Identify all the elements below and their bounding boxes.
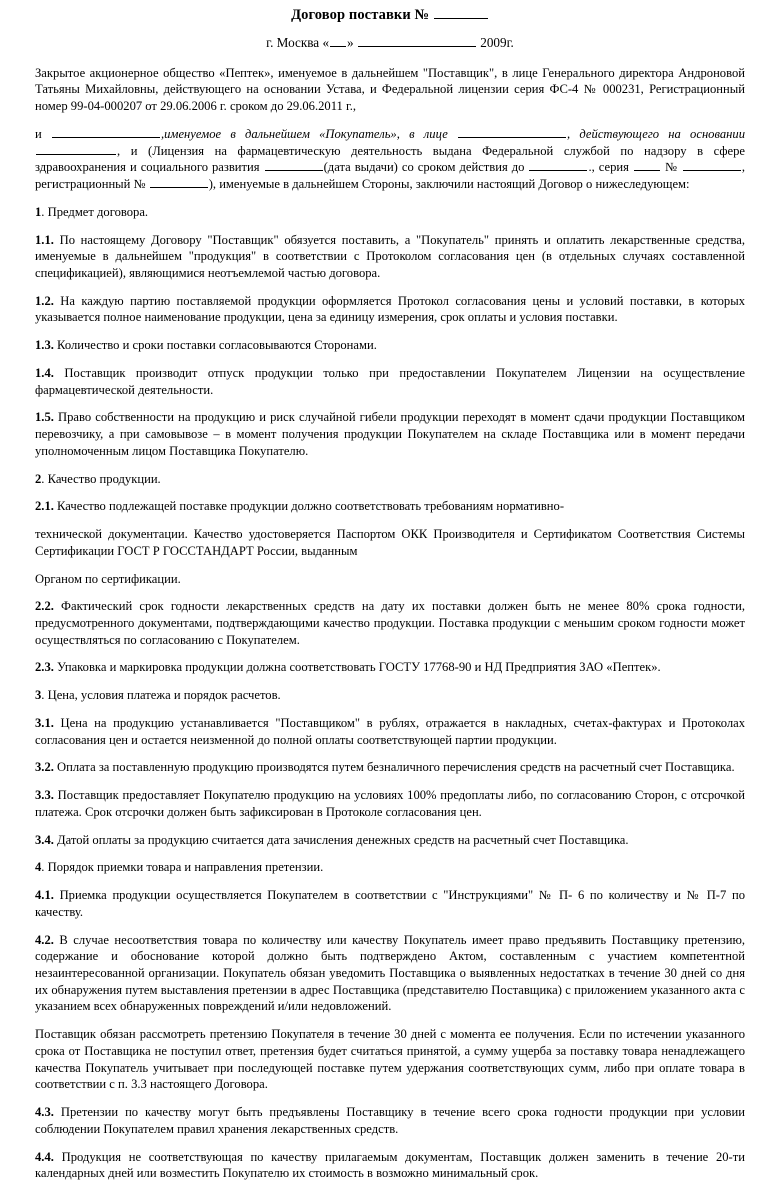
document-subtitle [35, 35, 745, 52]
clause-4-4 [35, 1149, 745, 1182]
section-4-title: . Порядок приемки товара и направления претензии. [41, 860, 324, 875]
clause-2-1 [35, 498, 745, 515]
license-series-blank[interactable] [634, 160, 660, 171]
license-valid-blank[interactable] [529, 160, 587, 171]
clause-2-1-number: 2.1. [35, 499, 54, 514]
clause-2-2-text: Фактический срок годности лекарственных средств на дату их поставки должен быть не менее 80% срока годности, предусмотренного документами, подтверждающими качество продукции. Поставка продукции с меньшим сроком годности может осуществляться по согласованию с Покупателем. [35, 599, 745, 647]
registration-number-blank[interactable] [150, 177, 208, 188]
clause-1-4-number: 1.4. [35, 365, 54, 380]
clause-3-1-number: 3.1. [35, 715, 54, 730]
section-heading-4 [35, 859, 745, 876]
day-blank-field[interactable] [330, 35, 346, 47]
clause-1-1-number: 1.1. [35, 232, 54, 247]
preamble-2-part-i: регистрационный № [35, 177, 146, 192]
preamble-paragraph-1: Закрытое акционерное общество «Пептек», именуемое в дальнейшем "Поставщик", в лице Генерального директора Андроновой Татьяны Михайловны, действующего на основании Устава, и Федеральной лицензии серия ФС-4 № 000231, Регистрационный номер 99-04-000207 от 29.06.2006 г. сроком до 29.06.2011 г., [35, 65, 745, 114]
section-1-title: . Предмет договора. [41, 204, 149, 219]
section-heading-3 [35, 687, 745, 704]
clause-3-4-text: Датой оплаты за продукцию считается дата зачисления денежных средств на расчетный счет Поставщика. [57, 832, 629, 847]
preamble-2-part-d: , и (Лицензия на фармацевтическую деятельность выдана Федеральной службой по надзору в сфере здравоохранения и социального развития [35, 143, 745, 175]
section-3-title: . Цена, условия платежа и порядок расчетов. [41, 688, 281, 703]
preamble-2-part-b: ,именуемое в дальнейшем «Покупатель», в лице [160, 126, 448, 141]
title-blank-field[interactable] [434, 6, 488, 19]
clause-1-1-text: По настоящему Договору "Поставщик" обязуется поставить, а "Покупатель" принять и оплатить лекарственные средства, именуемые в дальнейшем "продукция" в соответствии с Протоколом согласования цен (в отдельных случаях составленной спецификацией), являющимися неотъемлемой частью договора. [35, 232, 745, 280]
license-number-blank[interactable] [683, 160, 741, 171]
clause-2-3 [35, 659, 745, 676]
clause-3-4 [35, 832, 745, 849]
clause-1-1 [35, 232, 745, 282]
subtitle-city-label: г. Москва « [266, 35, 330, 51]
clause-4-2-text: В случае несоответствия товара по количеству или качеству Покупатель имеет право предъявить Поставщику претензию, содержание и обоснование которой должно быть подтверждено Актом, составленным с участием компетентной незаинтересованной организации. Покупатель обязан уведомить Поставщика о выявленных недостатках в течение 30 дней со дня их обнаружения путем выставления претензии в адрес Поставщика (представителю Поставщика) с приложением указанного акта с указанием всех обнаруженных повреждений и/или недовложений. [35, 932, 746, 1014]
preamble-2-part-a: и [35, 126, 42, 141]
clause-2-3-text: Упаковка и маркировка продукции должна соответствовать ГОСТУ 17768-90 и НД Предприятия ЗАО «Пептек». [57, 660, 661, 675]
buyer-name-blank[interactable] [52, 127, 160, 138]
subtitle-quote-close: » [347, 35, 354, 51]
month-blank-field[interactable] [358, 35, 476, 47]
preamble-2-part-f: ., серия [588, 160, 629, 175]
clause-3-2-number: 3.2. [35, 760, 54, 775]
clause-2-1-continued: технической документации. Качество удостоверяется Паспортом ОКК Производителя и Сертификатом Соответствия Системы Сертификации ГОСТ Р ГОССТАНДАРТ России, выданным [35, 527, 745, 558]
section-heading-2 [35, 471, 745, 488]
clause-3-1 [35, 715, 745, 748]
section-heading-1 [35, 204, 745, 221]
preamble-2-part-h: , [741, 160, 746, 175]
clause-1-4 [35, 365, 745, 398]
clause-2-1-continued-2: Органом по сертификации. [35, 571, 181, 586]
document-title [35, 6, 745, 24]
clause-2-1-text: Качество подлежащей поставке продукции должно соответствовать требованиям нормативно- [57, 499, 565, 514]
clause-3-1-text: Цена на продукцию устанавливается "Поставщиком" в рублях, отражается в накладных, счетах-фактурах и Протоколах согласования цен и остается неизменной до полной оплаты соответствующей партии продукции. [35, 715, 745, 747]
clause-1-2 [35, 293, 745, 326]
clause-2-3-number: 2.3. [35, 660, 54, 675]
section-4-number: 4 [35, 860, 42, 875]
clause-4-3-number: 4.3. [35, 1105, 54, 1120]
clause-1-5-text: Право собственности на продукцию и риск случайной гибели продукции переходят в момент сдачи продукции Поставщиком перевозчику, а при самовывозе – в момент получения продукции Покупателем на складе Поставщика или в момент передачи уполномоченным лицом Поставщика Покупателю. [35, 410, 746, 458]
clause-4-1 [35, 887, 745, 920]
clause-2-2-number: 2.2. [35, 599, 54, 614]
section-1-number: 1 [35, 204, 42, 219]
clause-3-3-text: Поставщик предоставляет Покупателю продукцию на условиях 100% предоплаты либо, по согласованию Сторон, с отсрочкой платежа. Срок отсрочки должен быть зафиксирован в Протоколе согласования цен. [35, 788, 745, 819]
preamble-2-part-c: , действующего на основании [567, 126, 746, 141]
clause-4-2-number: 4.2. [35, 932, 54, 947]
preamble-2-part-e: (дата выдачи) со сроком действия до [323, 160, 525, 175]
clause-3-3 [35, 787, 745, 820]
clause-4-1-number: 4.1. [35, 888, 54, 903]
clause-3-2 [35, 759, 745, 776]
clause-4-2 [35, 932, 745, 1016]
clause-1-3-number: 1.3. [35, 338, 54, 353]
clause-4-1-text: Приемка продукции осуществляется Покупателем в соответствии с "Инструкциями" № П- 6 по количеству и № П-7 по качеству. [35, 888, 745, 919]
clause-1-3-text: Количество и сроки поставки согласовываются Сторонами. [57, 338, 377, 353]
section-3-number: 3 [35, 688, 42, 703]
preamble-2-part-j: ), именуемые в дальнейшем Стороны, заключили настоящий Договор о нижеследующем: [208, 177, 690, 192]
section-2-title: . Качество продукции. [41, 471, 161, 486]
buyer-rep-blank[interactable] [458, 127, 566, 138]
clause-2-2 [35, 598, 745, 648]
clause-1-4-text: Поставщик производит отпуск продукции только при предоставлении Покупателем Лицензии на осуществление фармацевтической деятельности. [35, 365, 745, 397]
preamble-2-part-g: № [664, 160, 678, 175]
basis-blank[interactable] [36, 143, 116, 154]
clause-3-3-number: 3.3. [35, 788, 54, 803]
clause-4-4-text: Продукция не соответствующая по качеству прилагаемым документам, Поставщик должен заменить в течение 20-ти календарных дней или возместить Покупателю их стоимость в возможно минимальный срок. [35, 1149, 745, 1181]
clause-3-4-number: 3.4. [35, 832, 54, 847]
preamble-paragraph-2 [35, 126, 745, 193]
clause-4-3-text: Претензии по качеству могут быть предъявлены Поставщику в течение всего срока годности продукции при условии соблюдении Покупателем правил хранения лекарственных средств. [35, 1105, 745, 1136]
clause-1-2-text: На каждую партию поставляемой продукции оформляется Протокол согласования цены и условий поставки, в которых указывается полное наименование продукции, цена за единицу измерения, срок оплаты и условия поставки. [35, 293, 745, 325]
clause-1-5-number: 1.5. [35, 410, 54, 425]
clause-4-2-continued: Поставщик обязан рассмотреть претензию Покупателя в течение 30 дней с момента ее получения. Если по истечении указанного срока от Поставщика не поступил ответ, претензия будет считаться принятой, а сумму ущерба за поставку товара ненадлежащего качества Покупатель учитывает при последующей поставке путем удержания соответствующих сумм, либо при оплате товара в соответствии с п. 3.3 настоящего Договора. [35, 1027, 745, 1092]
document-title-text: Договор поставки № [291, 7, 430, 23]
clause-1-2-number: 1.2. [35, 293, 54, 308]
section-2-number: 2 [35, 471, 42, 486]
clause-1-3 [35, 337, 745, 354]
clause-3-2-text: Оплата за поставленную продукцию производятся путем безналичного перечисления средств на расчетный счет Поставщика. [57, 760, 735, 775]
license-date-blank[interactable] [265, 160, 323, 171]
clause-1-5 [35, 409, 745, 459]
subtitle-year: 2009г. [480, 35, 514, 51]
clause-4-3 [35, 1104, 745, 1137]
clause-4-4-number: 4.4. [35, 1149, 54, 1164]
